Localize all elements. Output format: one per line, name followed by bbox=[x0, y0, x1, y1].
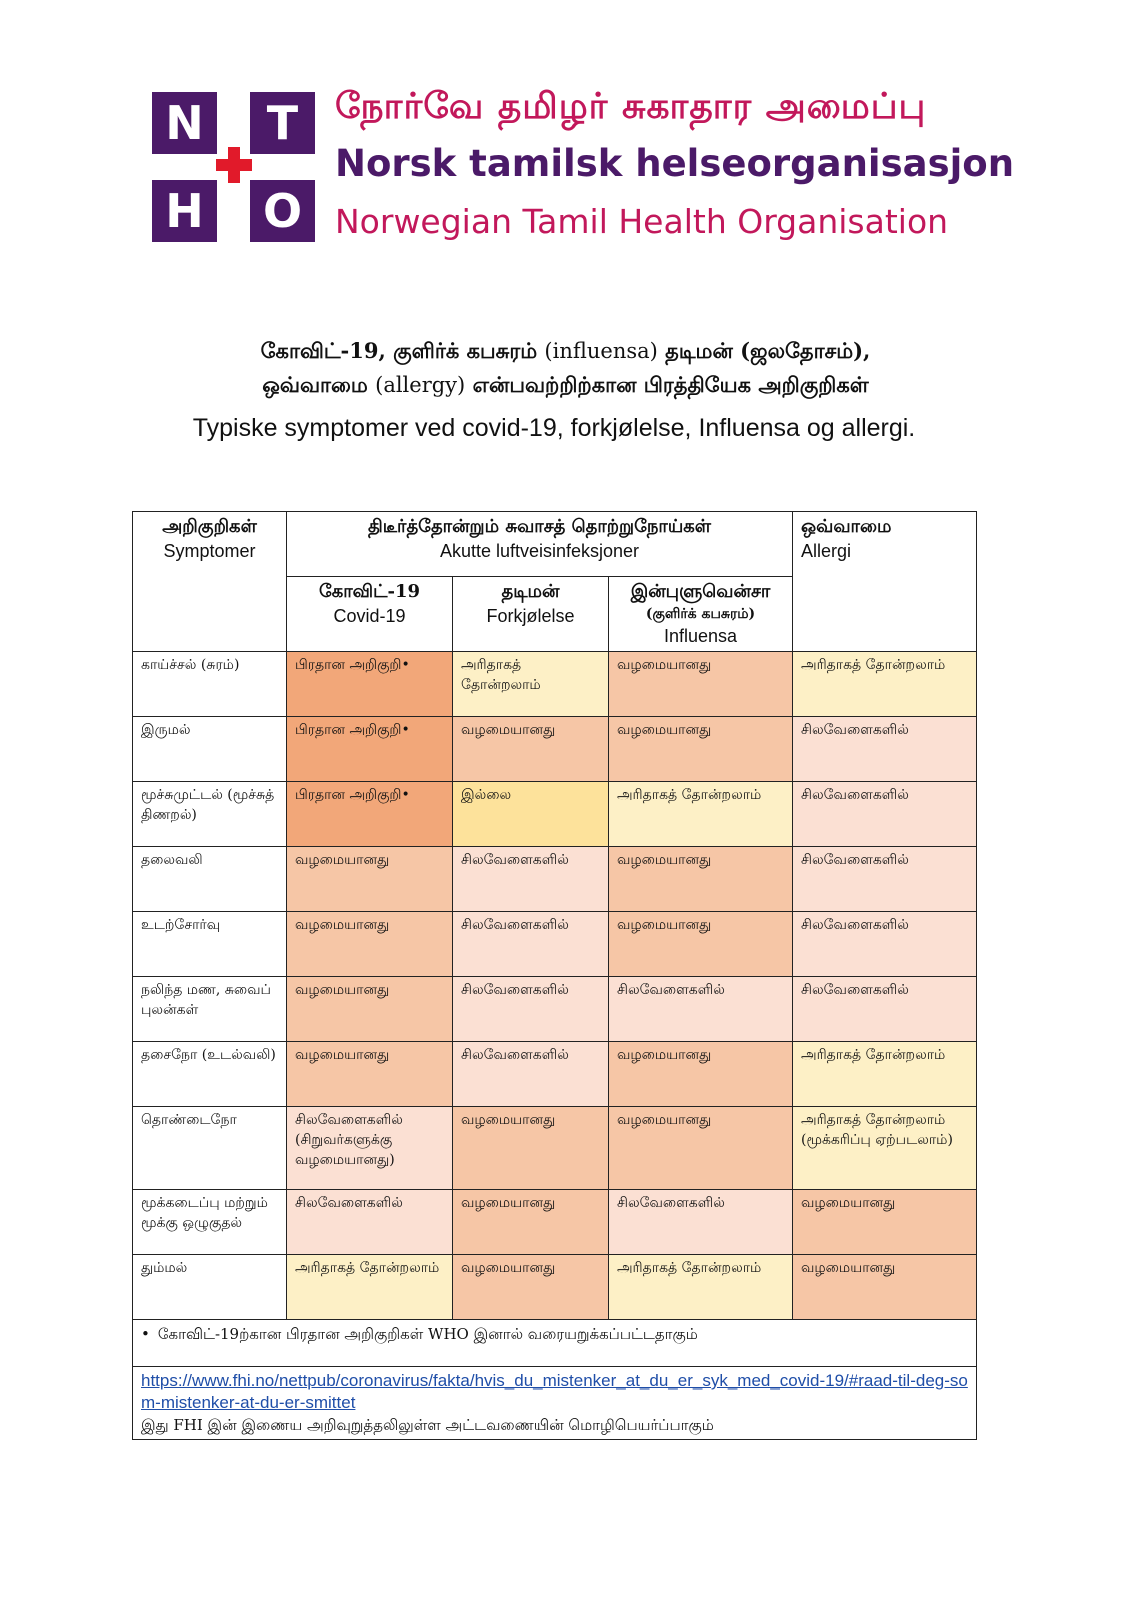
symptom-cell: தும்மல் bbox=[133, 1255, 287, 1320]
covid-cell: சிலவேளைகளில் bbox=[287, 1190, 453, 1255]
header-allergy: ஒவ்வாமை Allergi bbox=[793, 512, 977, 652]
fhi-link[interactable]: https://www.fhi.no/nettpub/coronavirus/fakta/hvis_du_mistenker_at_du_er_syk_med_covid-19/#raad-til-deg-som-mistenker-at-du-er-smittet bbox=[141, 1371, 968, 1412]
table-row bbox=[133, 782, 977, 847]
cold-cell: சிலவேளைகளில் bbox=[453, 1042, 609, 1107]
logo-letter-o: O bbox=[250, 180, 315, 242]
symptom-table bbox=[132, 511, 977, 1440]
header-covid: கோவிட்-19 Covid-19 bbox=[287, 577, 453, 652]
logo-letter-t: T bbox=[250, 92, 315, 154]
cold-cell: சிலவேளைகளில் bbox=[453, 847, 609, 912]
org-logo bbox=[152, 86, 1015, 242]
allergy-cell: சிலவேளைகளில் bbox=[793, 977, 977, 1042]
influenza-cell: சிலவேளைகளில் bbox=[609, 1190, 793, 1255]
table-row bbox=[133, 1190, 977, 1255]
covid-cell: அரிதாகத் தோன்றலாம் bbox=[287, 1255, 453, 1320]
covid-cell: வழமையானது bbox=[287, 977, 453, 1042]
source-note: இது FHI இன் இணைய அறிவுறுத்தலிலுள்ள அட்டவணையின் மொழிபெயர்ப்பாகும் bbox=[141, 1416, 714, 1434]
header-acute-infections: திடீர்த்தோன்றும் சுவாசத் தொற்றுநோய்கள் Akutte luftveisinfeksjoner bbox=[287, 512, 793, 577]
org-name-norwegian: Norsk tamilsk helseorganisasjon bbox=[335, 142, 1015, 185]
table-row bbox=[133, 1255, 977, 1320]
table-row bbox=[133, 717, 977, 782]
title-norwegian: Typiske symptomer ved covid-19, forkjølelse, Influensa og allergi. bbox=[192, 414, 916, 442]
org-name-tamil: நோர்வே தமிழர் சுகாதார அமைப்பு bbox=[335, 86, 927, 127]
org-name-english: Norwegian Tamil Health Organisation bbox=[335, 202, 949, 241]
allergy-cell: சிலவேளைகளில் bbox=[793, 912, 977, 977]
symptom-cell: மூக்கடைப்பு மற்றும் மூக்கு ஒழுகுதல் bbox=[133, 1190, 287, 1255]
influenza-cell: வழமையானது bbox=[609, 717, 793, 782]
influenza-cell: வழமையானது bbox=[609, 1107, 793, 1190]
header-cold: தடிமன் Forkjølelse bbox=[453, 577, 609, 652]
logo-letter-h: H bbox=[152, 180, 217, 242]
cold-cell: சிலவேளைகளில் bbox=[453, 912, 609, 977]
covid-cell: பிரதான அறிகுறி• bbox=[287, 652, 453, 717]
title-tamil-line2: ஒவ்வாமை (allergy) என்பவற்றிற்கான பிரத்தியேக அறிகுறிகள் bbox=[262, 372, 869, 397]
table-row bbox=[133, 847, 977, 912]
influenza-cell: வழமையானது bbox=[609, 652, 793, 717]
covid-cell: வழமையானது bbox=[287, 1042, 453, 1107]
cold-cell: வழமையானது bbox=[453, 717, 609, 782]
allergy-cell: சிலவேளைகளில் bbox=[793, 782, 977, 847]
symptom-cell: காய்ச்சல் (சுரம்) bbox=[133, 652, 287, 717]
table-row bbox=[133, 912, 977, 977]
covid-cell: பிரதான அறிகுறி• bbox=[287, 717, 453, 782]
table-row bbox=[133, 1042, 977, 1107]
cold-cell: வழமையானது bbox=[453, 1190, 609, 1255]
table-row bbox=[133, 1107, 977, 1190]
covid-cell: வழமையானது bbox=[287, 912, 453, 977]
allergy-cell: சிலவேளைகளில் bbox=[793, 847, 977, 912]
footnote: • கோவிட்-19ற்கான பிரதான அறிகுறிகள் WHO இனால் வரையறுக்கப்பட்டதாகும் bbox=[133, 1320, 977, 1367]
header-influenza: இன்புளுவென்சா (குளிர்க் கபசுரம்) Influensa bbox=[609, 577, 793, 652]
symptom-cell: தசைநோ (உடல்வலி) bbox=[133, 1042, 287, 1107]
medical-cross-icon bbox=[216, 147, 252, 183]
allergy-cell: அரிதாகத் தோன்றலாம் bbox=[793, 1042, 977, 1107]
influenza-cell: அரிதாகத் தோன்றலாம் bbox=[609, 1255, 793, 1320]
header-symptom: அறிகுறிகள் Symptomer bbox=[133, 512, 287, 652]
table-row bbox=[133, 652, 977, 717]
bullet-icon: • bbox=[141, 1325, 150, 1343]
symptom-cell: இருமல் bbox=[133, 717, 287, 782]
allergy-cell: அரிதாகத் தோன்றலாம் (மூக்கரிப்பு ஏற்படலாம்) bbox=[793, 1107, 977, 1190]
covid-cell: பிரதான அறிகுறி• bbox=[287, 782, 453, 847]
cold-cell: சிலவேளைகளில் bbox=[453, 977, 609, 1042]
influenza-cell: வழமையானது bbox=[609, 1042, 793, 1107]
allergy-cell: வழமையானது bbox=[793, 1190, 977, 1255]
table-row bbox=[133, 977, 977, 1042]
symptom-cell: நலிந்த மண, சுவைப் புலன்கள் bbox=[133, 977, 287, 1042]
allergy-cell: சிலவேளைகளில் bbox=[793, 717, 977, 782]
symptom-cell: தலைவலி bbox=[133, 847, 287, 912]
source-cell bbox=[133, 1367, 977, 1440]
allergy-cell: அரிதாகத் தோன்றலாம் bbox=[793, 652, 977, 717]
influenza-cell: வழமையானது bbox=[609, 912, 793, 977]
influenza-cell: அரிதாகத் தோன்றலாம் bbox=[609, 782, 793, 847]
covid-cell: சிலவேளைகளில் (சிறுவர்களுக்கு வழமையானது) bbox=[287, 1107, 453, 1190]
symptom-cell: உடற்சோர்வு bbox=[133, 912, 287, 977]
cold-cell: அரிதாகத் தோன்றலாம் bbox=[453, 652, 609, 717]
symptom-cell: தொண்டைநோ bbox=[133, 1107, 287, 1190]
influenza-cell: வழமையானது bbox=[609, 847, 793, 912]
title-tamil-line1: கோவிட்-19, குளிர்க் கபசுரம் (influensa) தடிமன் (ஜலதோசம்), bbox=[260, 338, 871, 363]
logo-letter-n: N bbox=[152, 92, 217, 154]
cold-cell: வழமையானது bbox=[453, 1107, 609, 1190]
cold-cell: வழமையானது bbox=[453, 1255, 609, 1320]
influenza-cell: சிலவேளைகளில் bbox=[609, 977, 793, 1042]
covid-cell: வழமையானது bbox=[287, 847, 453, 912]
cold-cell: இல்லை bbox=[453, 782, 609, 847]
symptom-cell: மூச்சுமுட்டல் (மூச்சுத் திணறல்) bbox=[133, 782, 287, 847]
allergy-cell: வழமையானது bbox=[793, 1255, 977, 1320]
